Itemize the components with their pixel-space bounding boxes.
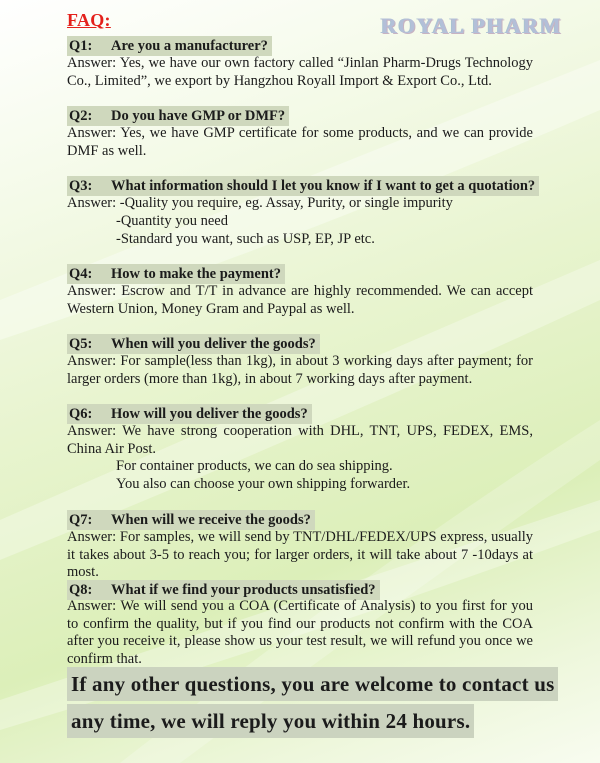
question-text: When will we receive the goods? bbox=[111, 512, 311, 528]
question-text: How will you deliver the goods? bbox=[111, 406, 308, 422]
question-number: Q6: bbox=[69, 406, 93, 422]
question-4 bbox=[67, 264, 285, 284]
answer-6: Answer: We have strong cooperation with DHL, TNT, UPS, FEDEX, EMS, China Air Post. bbox=[67, 423, 533, 457]
answer-2: Answer: Yes, we have GMP certificate for some products, and we can provide DMF as well. bbox=[67, 125, 533, 159]
question-7 bbox=[67, 510, 315, 530]
contact-note-line-2: any time, we will reply you within 24 hours. bbox=[67, 704, 474, 738]
page-title: FAQ: bbox=[67, 10, 111, 30]
answer-1: Answer: Yes, we have our own factory called “Jinlan Pharm-Drugs Technology Co., Limited”, we export by Hangzhou Royall Import & Export Co., Ltd. bbox=[67, 55, 533, 89]
question-text: Do you have GMP or DMF? bbox=[111, 108, 286, 124]
question-1 bbox=[67, 36, 272, 56]
answer-5: Answer: For sample(less than 1kg), in about 3 working days after payment; for larger orders (more than 1kg), in about 7 working days after payment. bbox=[67, 353, 533, 387]
question-text: What if we find your products unsatisfied? bbox=[111, 582, 376, 598]
question-number: Q5: bbox=[69, 336, 93, 352]
answer-6-line-3: You also can choose your own shipping forwarder. bbox=[116, 476, 411, 492]
question-number: Q4: bbox=[69, 266, 93, 282]
question-text: How to make the payment? bbox=[111, 266, 281, 282]
question-5 bbox=[67, 334, 320, 354]
answer-3-line-2: -Quantity you need bbox=[116, 213, 228, 229]
question-2 bbox=[67, 106, 289, 126]
answer-4: Answer: Escrow and T/T in advance are highly recommended. We can accept Western Union, Money Gram and Paypal as well. bbox=[67, 283, 533, 317]
question-text: What information should I let you know if I want to get a quotation? bbox=[111, 178, 536, 194]
answer-8: Answer: We will send you a COA (Certificate of Analysis) to you first for you to confirm the quality, but if you find our products not confirm with the COA after you receive it, please show us your test result, we will refund you once we confirm that. bbox=[67, 598, 533, 667]
answer-3-line-3: -Standard you want, such as USP, EP, JP etc. bbox=[116, 231, 375, 247]
question-text: When will you deliver the goods? bbox=[111, 336, 316, 352]
contact-note-line-1: If any other questions, you are welcome to contact us bbox=[67, 667, 558, 701]
question-number: Q1: bbox=[69, 38, 93, 54]
answer-3: Answer: -Quality you require, eg. Assay, Purity, or single impurity bbox=[67, 195, 453, 211]
answer-6-line-2: For container products, we can do sea shipping. bbox=[116, 458, 393, 474]
answer-7: Answer: For samples, we will send by TNT/DHL/FEDEX/UPS express, usually it takes about 3-5 to reach you; for larger orders, it will take about 7 -10days at most. bbox=[67, 529, 533, 580]
question-3 bbox=[67, 176, 539, 196]
question-number: Q2: bbox=[69, 108, 93, 124]
question-number: Q8: bbox=[69, 582, 93, 598]
question-number: Q7: bbox=[69, 512, 93, 528]
question-8 bbox=[67, 580, 380, 600]
brand-logo: ROYAL PHARM bbox=[381, 13, 563, 38]
question-text: Are you a manufacturer? bbox=[111, 38, 268, 54]
question-6 bbox=[67, 404, 312, 424]
question-number: Q3: bbox=[69, 178, 93, 194]
